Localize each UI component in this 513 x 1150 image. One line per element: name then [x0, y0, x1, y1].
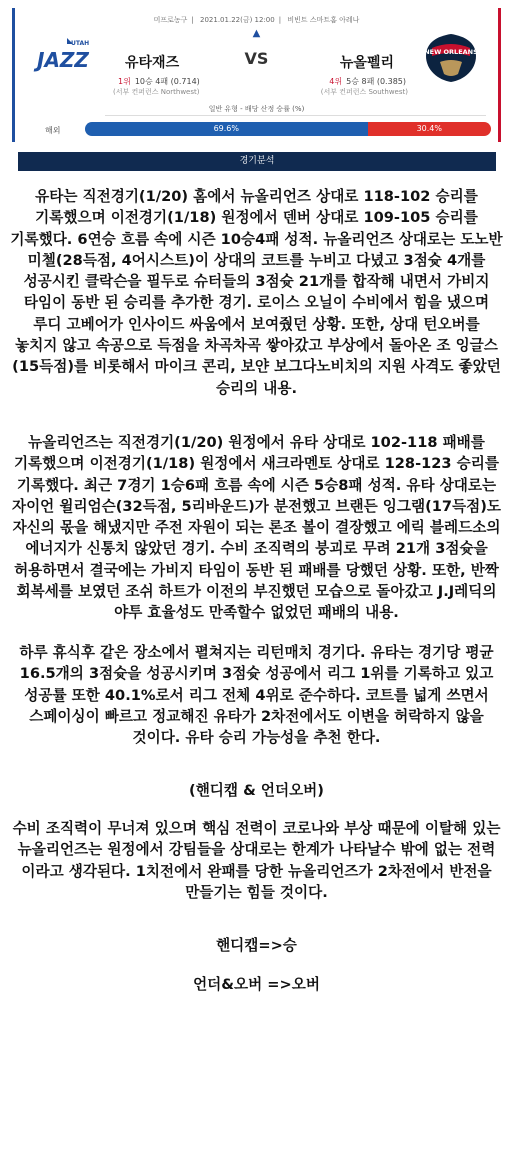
analysis-paragraph-away: 뉴올리언즈는 직전경기(1/20) 원정에서 유타 상대로 102-118 패배를 기록했으며 이전경기(1/18) 원정에서 새크라멘토 상대로 128-123 승리를 기록했다. 최근 7경기 1승6패 흐름 속에 시즌 5승8패 성적. 유타 상대로는 자이언 윌리엄슨(32득점, 5리바운드)가 분전했고 브랜든 잉그램(17득점)도 자신의 몫을 해냈지만 주전 자원이 되는 론조 볼이 결장했고 에릭 블레드소의 에너지가 신통치 않았던 경기. 수비 조직력의 붕괴로 무려 21개 3점슛을 허용하면서 결국에는 가비지 타임이 동반 된 패배를 당했던 상황. 또한, 반짝 회복세를 보였던 조쉬 하트가 이전의 부진했던 모습으로 돌아갔고 J.J레딕의 야투 효율성도 만족할수 없었던 패배의 내용. [11, 434, 502, 622]
vs-label: VS [244, 49, 269, 68]
away-conference: (서부 컨퍼런스 Southwest) [320, 88, 408, 96]
home-icon: ▲ [252, 28, 261, 39]
away-team-name: 뉴올펠리 [339, 55, 394, 71]
svg-text:UTAH: UTAH [71, 40, 90, 47]
handicap-pick: 핸디캡=>승 [216, 937, 297, 954]
handicap-subhead: (핸디캡 & 언더오버) [189, 782, 324, 799]
home-record [118, 76, 200, 87]
section-title: 경기분석 [18, 152, 496, 171]
home-rank: 1위 [118, 77, 131, 86]
prediction-row-label: 해외 [45, 126, 61, 135]
analysis-paragraph-handicap: 수비 조직력이 무너져 있으며 핵심 전력이 코로나와 부상 때문에 이탈해 있는 뉴올리언즈는 원정에서 강팀들을 상대로는 한계가 나타날수 밖에 없는 전력 이라고 생각된다. 1치전에서 완패를 당한 뉴올리언즈가 2차전에서 반전을 만들기는 힘들 것이다. [12, 820, 501, 901]
away-record-text: 5승 8패 (0.385) [346, 77, 406, 86]
underover-pick: 언더&오버 =>오버 [193, 976, 320, 993]
home-conference: (서부 컨퍼런스 Northwest) [113, 88, 200, 96]
svg-text:NEW ORLEANS: NEW ORLEANS [424, 48, 478, 56]
divider [105, 115, 486, 116]
home-win-segment: 69.6% [85, 122, 368, 136]
home-record-text: 10승 4패 (0.714) [134, 77, 200, 86]
analysis-paragraph-home: 유타는 직전경기(1/20) 홈에서 뉴올리언즈 상대로 118-102 승리를 기록했으며 이전경기(1/18) 원정에서 덴버 상대로 109-105 승리를 기록했다. 6연승 흐름 속에 시즌 10승4패 성적. 뉴올리언즈 상대로는 도노반 미첼(28득점, 4어시스트)이 상대의 코트를 누비고 다녔고 3점슛 4개를 성공시킨 클락슨을 필두로 슈터들의 3점슛 21개를 합작해 내면서 가비지 타임이 동반 된 승리를 추가한 경기. 로이스 오닐이 수비에서 힘을 냈으며 루디 고베어가 인사이드 싸움에서 보여줬던 상황. 또한, 상대 턴오버를 놓치지 않고 속공으로 득점을 차곡차곡 쌓아갔고 부상에서 돌아온 조 잉글스(15득점)를 비롯해서 마이크 콘리, 보얀 보그다노비치의 지원 사격도 좋았던 승리의 내용. [10, 188, 503, 397]
away-win-segment: 30.4% [368, 122, 491, 136]
match-card [12, 8, 501, 142]
venue-label: 비빈트 스마트홈 아레나 [287, 16, 360, 24]
win-probability-bar [85, 122, 491, 136]
match-meta: 미프로농구 | 2021.01.22(금) 12:00 | 비빈트 스마트홈 아레나 [153, 16, 360, 24]
league-label: 미프로농구 [153, 16, 188, 24]
svg-text:JAZZ: JAZZ [37, 48, 89, 72]
home-team-name: 유타재즈 [125, 55, 180, 71]
analysis-paragraph-summary: 하루 휴식후 같은 장소에서 펼쳐지는 리턴매치 경기다. 유타는 경기당 평균 16.5개의 3점슛을 성공시키며 3점슛 성공에서 리그 1위를 기록하고 있고 성공률 또한 40.1%로서 리그 전체 4위로 준수하다. 코트를 넓게 쓰면서 스페이싱이 빠르고 정교해진 유타가 2차전에서도 이변을 허락하지 않을 것이다. 유타 승리 가능성을 추천 한다. [19, 644, 494, 747]
match-datetime: 2021.01.22(금) 12:00 [200, 16, 275, 24]
away-rank: 4위 [329, 77, 343, 86]
prediction-label: 일반 유형 - 배당 산정 승률 (%) [208, 105, 305, 113]
away-record [329, 76, 406, 87]
